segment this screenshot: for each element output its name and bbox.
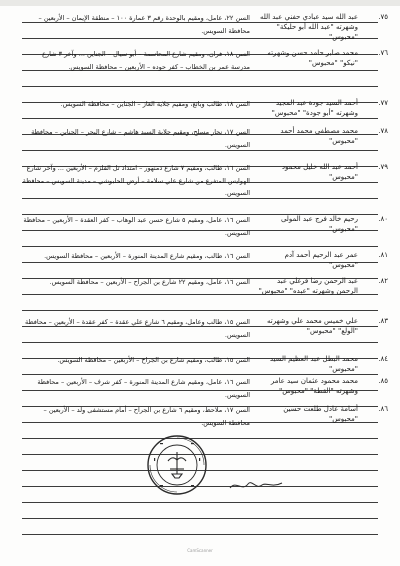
entry-number: ٨٤. xyxy=(378,355,388,363)
entry-number: ٧٥. xyxy=(378,13,388,21)
ruled-line xyxy=(22,502,378,503)
entry-name: علي خميس محمد علي وشهرته "الولع" "محبوس" xyxy=(267,317,358,335)
entry-details: السن ١٥، طالب، ومقيم شارع بن الجراح – الأربعين – محافظة السويس. xyxy=(57,356,250,364)
entry-details: السن ١٨، طالب وبائع، ومقيم جلاية الغاز – الجناين – محافظة السويس. xyxy=(60,100,250,108)
ruled-line xyxy=(22,518,378,519)
entry-name: أحمد عبد الله خليل محمود "محبوس" xyxy=(281,163,358,181)
entry-number: ٨١. xyxy=(378,251,388,259)
entry-number: ٧٩. xyxy=(378,163,388,171)
entry-name: محمد مصطفى محمد أحمد "محبوس" xyxy=(280,127,358,145)
entry-number: ٨٦. xyxy=(378,405,388,413)
ruled-line xyxy=(22,246,378,247)
entry-details: السن ١٦، طالب، ومقيم شارع المدينة المنورة – الأربعين – محافظة السويس. xyxy=(44,252,250,260)
scanner-watermark: CamScanner xyxy=(187,548,213,553)
entry-details: السن ١٦، طالب، ومقيم ٧ شارع دمنهور – امتداد تل القلزم – الأربعين ... وآخر شارع الهوايس المتفرع من شارع علي سلامة – أرض الحلبوشي – مدينة السويس – محافظة السويس. xyxy=(22,164,250,198)
entry-name: محمد البطل عبد العظيم السيد "محبوس" xyxy=(269,355,358,373)
entry-name: عبد الرحمن رضا فرغلي عبد الرحمن وشهرته "عبده" "محبوس" xyxy=(258,277,358,295)
entry-number: ٨٢. xyxy=(378,277,388,285)
entry-details: السن ١٦، عامل، ومقيم شارع المدينة المنورة – كفر شرف – الأربعين – محافظة السويس. xyxy=(37,378,250,399)
entry-name: عمر عبد الرحيم أحمد آدم "محبوس" xyxy=(284,251,358,269)
entry-details: السن ١٧، نجار مسلح، ومقيم جلاية السيد هاشم – شارع البحر – الجناين – محافظة السويس. xyxy=(31,128,250,149)
entry-number: ٧٧. xyxy=(378,99,388,107)
entry-details: السن ١٥، طالب وعامل، ومقيم ٦ شارع علي عقدة – كفر عقدة – الأربعين – محافظة السويس. xyxy=(24,318,250,339)
entry-number: ٨٠. xyxy=(378,215,388,223)
scan-top-edge xyxy=(0,0,400,6)
handwritten-signature xyxy=(226,476,286,494)
entry-name: محمد محمود عثمان سيد عامر وشهرته "القطة" "محبوس" xyxy=(270,377,358,395)
entry-number: ٨٣. xyxy=(378,317,388,325)
entry-number: ٨٥. xyxy=(378,377,388,385)
ruled-line xyxy=(22,374,378,375)
entry-details: السن ١٨، فران، ومقيم شارع المحاسمة – أبو سيال – الجناين ... وآخر ٣ شارع مدرسة عمر بن الخطاب – كفر حوده – الأربعين – محافظة السويس. xyxy=(42,50,250,71)
ruled-line xyxy=(22,118,378,119)
entry-name: محمد صابر حامد حسن وشهرته "نيكو" "محبوس" xyxy=(267,49,358,67)
entry-details: السن ١٦، عامل، ومقيم ٢٢ شارع بن الجراح – الأربعين – محافظة السويس. xyxy=(49,278,250,286)
ruled-line xyxy=(22,310,378,311)
ruled-line xyxy=(22,534,378,535)
entry-number: ٧٨. xyxy=(378,127,388,135)
entry-details: السن ٢٢، عامل، ومقيم بالوحدة رقم ٣ عمارة ١٠٠ – منطقة الإيمان – الأربعين – محافظة السويس. xyxy=(38,14,250,35)
entry-name: عبد الله سيد عبادي حفني عبد الله وشهرته "عبد الله أبو حليكة" "محبوس" xyxy=(259,13,358,41)
ruled-line xyxy=(22,86,378,87)
entry-details: السن ١٦، عامل، ومقيم ٥ شارع حسن عبد الوهاب – كفر العقدة – الأربعين – محافظة السويس. xyxy=(23,216,250,237)
ruled-line xyxy=(22,342,378,343)
official-seal-stamp xyxy=(146,434,208,496)
entry-name: أسامة عادل طلعت حسين "محبوس" xyxy=(283,405,358,423)
entry-details: السن ١٧، ملاحظ، ومقيم ٦ شارع بن الجراح – أمام مستشفى ولد – الأربعين – محافظة السويس. xyxy=(43,406,250,427)
entry-name: أحمد السيد جودة عبد المجيد وشهرته "أبو جودة" "محبوس" xyxy=(271,99,358,117)
entry-number: ٧٦. xyxy=(378,49,388,57)
entry-name: رحيم خالد فرج عبد المولى "محبوس" xyxy=(280,215,358,233)
